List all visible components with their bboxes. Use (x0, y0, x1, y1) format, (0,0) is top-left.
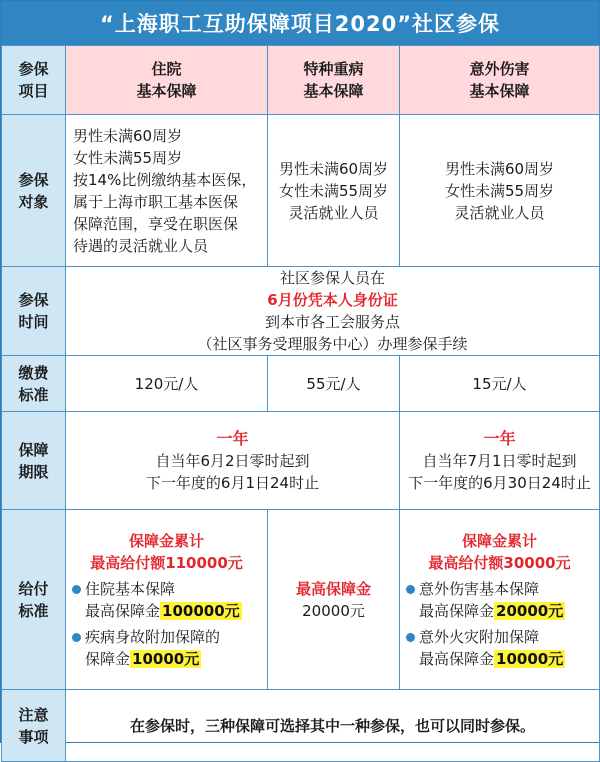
row-time (2, 267, 600, 356)
row-fee (2, 356, 600, 412)
payout-hospital: 保障金累计 最高给付额110000元 住院基本保障 最高保障金 100000元 疾病身故附加保障的 保障金 10000元 (66, 510, 268, 690)
project-accident: 意外伤害 基本保障 (400, 46, 600, 115)
notice-text: 在参保时，三种保障可选择其中一种参保，也可以同时参保。 (66, 690, 600, 762)
target-hospital: 男性未满60周岁 女性未满55周岁 按14%比例缴纳基本医保， 属于上海市职工基本医保 保障范围，享受在职医保 待遇的灵活就业人员 (66, 115, 268, 267)
row-target (2, 115, 600, 267)
payout-accident-item-1: 意外伤害基本保障 最高保障金 20000元 (406, 578, 593, 622)
page-title: “上海职工互助保障项目2020”社区参保 (1, 1, 599, 45)
period-right: 一年 自当年7月1日零时起到 下一年度的6月30日24时止 (400, 412, 600, 510)
bullet-dot-icon (72, 585, 81, 594)
target-accident: 男性未满60周岁 女性未满55周岁 灵活就业人员 (400, 115, 600, 267)
insurance-grid (1, 45, 600, 762)
label-target: 参保 对象 (2, 115, 66, 267)
period-left: 一年 自当年6月2日零时起到 下一年度的6月1日24时止 (66, 412, 400, 510)
row-payout (2, 510, 600, 690)
label-fee: 缴费 标准 (2, 356, 66, 412)
fee-illness: 55元/人 (268, 356, 400, 412)
row-notice (2, 690, 600, 762)
payout-hospital-item-2: 疾病身故附加保障的 保障金 10000元 (72, 626, 261, 670)
label-payout: 给付 标准 (2, 510, 66, 690)
fee-hospital: 120元/人 (66, 356, 268, 412)
row-project (2, 46, 600, 115)
payout-hospital-item-1: 住院基本保障 最高保障金 100000元 (72, 578, 261, 622)
label-period: 保障 期限 (2, 412, 66, 510)
bullet-dot-icon (72, 633, 81, 642)
label-notice: 注意 事项 (2, 690, 66, 762)
fee-accident: 15元/人 (400, 356, 600, 412)
project-illness: 特种重病 基本保障 (268, 46, 400, 115)
payout-accident: 保障金累计 最高给付额30000元 意外伤害基本保障 最高保障金 20000元 意外火灾附加保障 最高保障金 10000元 (400, 510, 600, 690)
label-time: 参保 时间 (2, 267, 66, 356)
project-hospital: 住院 基本保障 (66, 46, 268, 115)
payout-illness: 最高保障金 20000元 (268, 510, 400, 690)
target-illness: 男性未满60周岁 女性未满55周岁 灵活就业人员 (268, 115, 400, 267)
bullet-dot-icon (406, 585, 415, 594)
row-period (2, 412, 600, 510)
bullet-dot-icon (406, 633, 415, 642)
payout-accident-item-2: 意外火灾附加保障 最高保障金 10000元 (406, 626, 593, 670)
label-item: 参保 项目 (2, 46, 66, 115)
enroll-time: 社区参保人员在 6月份凭本人身份证 到本市各工会服务点 （社区事务受理服务中心）办理参保手续 (66, 267, 600, 356)
